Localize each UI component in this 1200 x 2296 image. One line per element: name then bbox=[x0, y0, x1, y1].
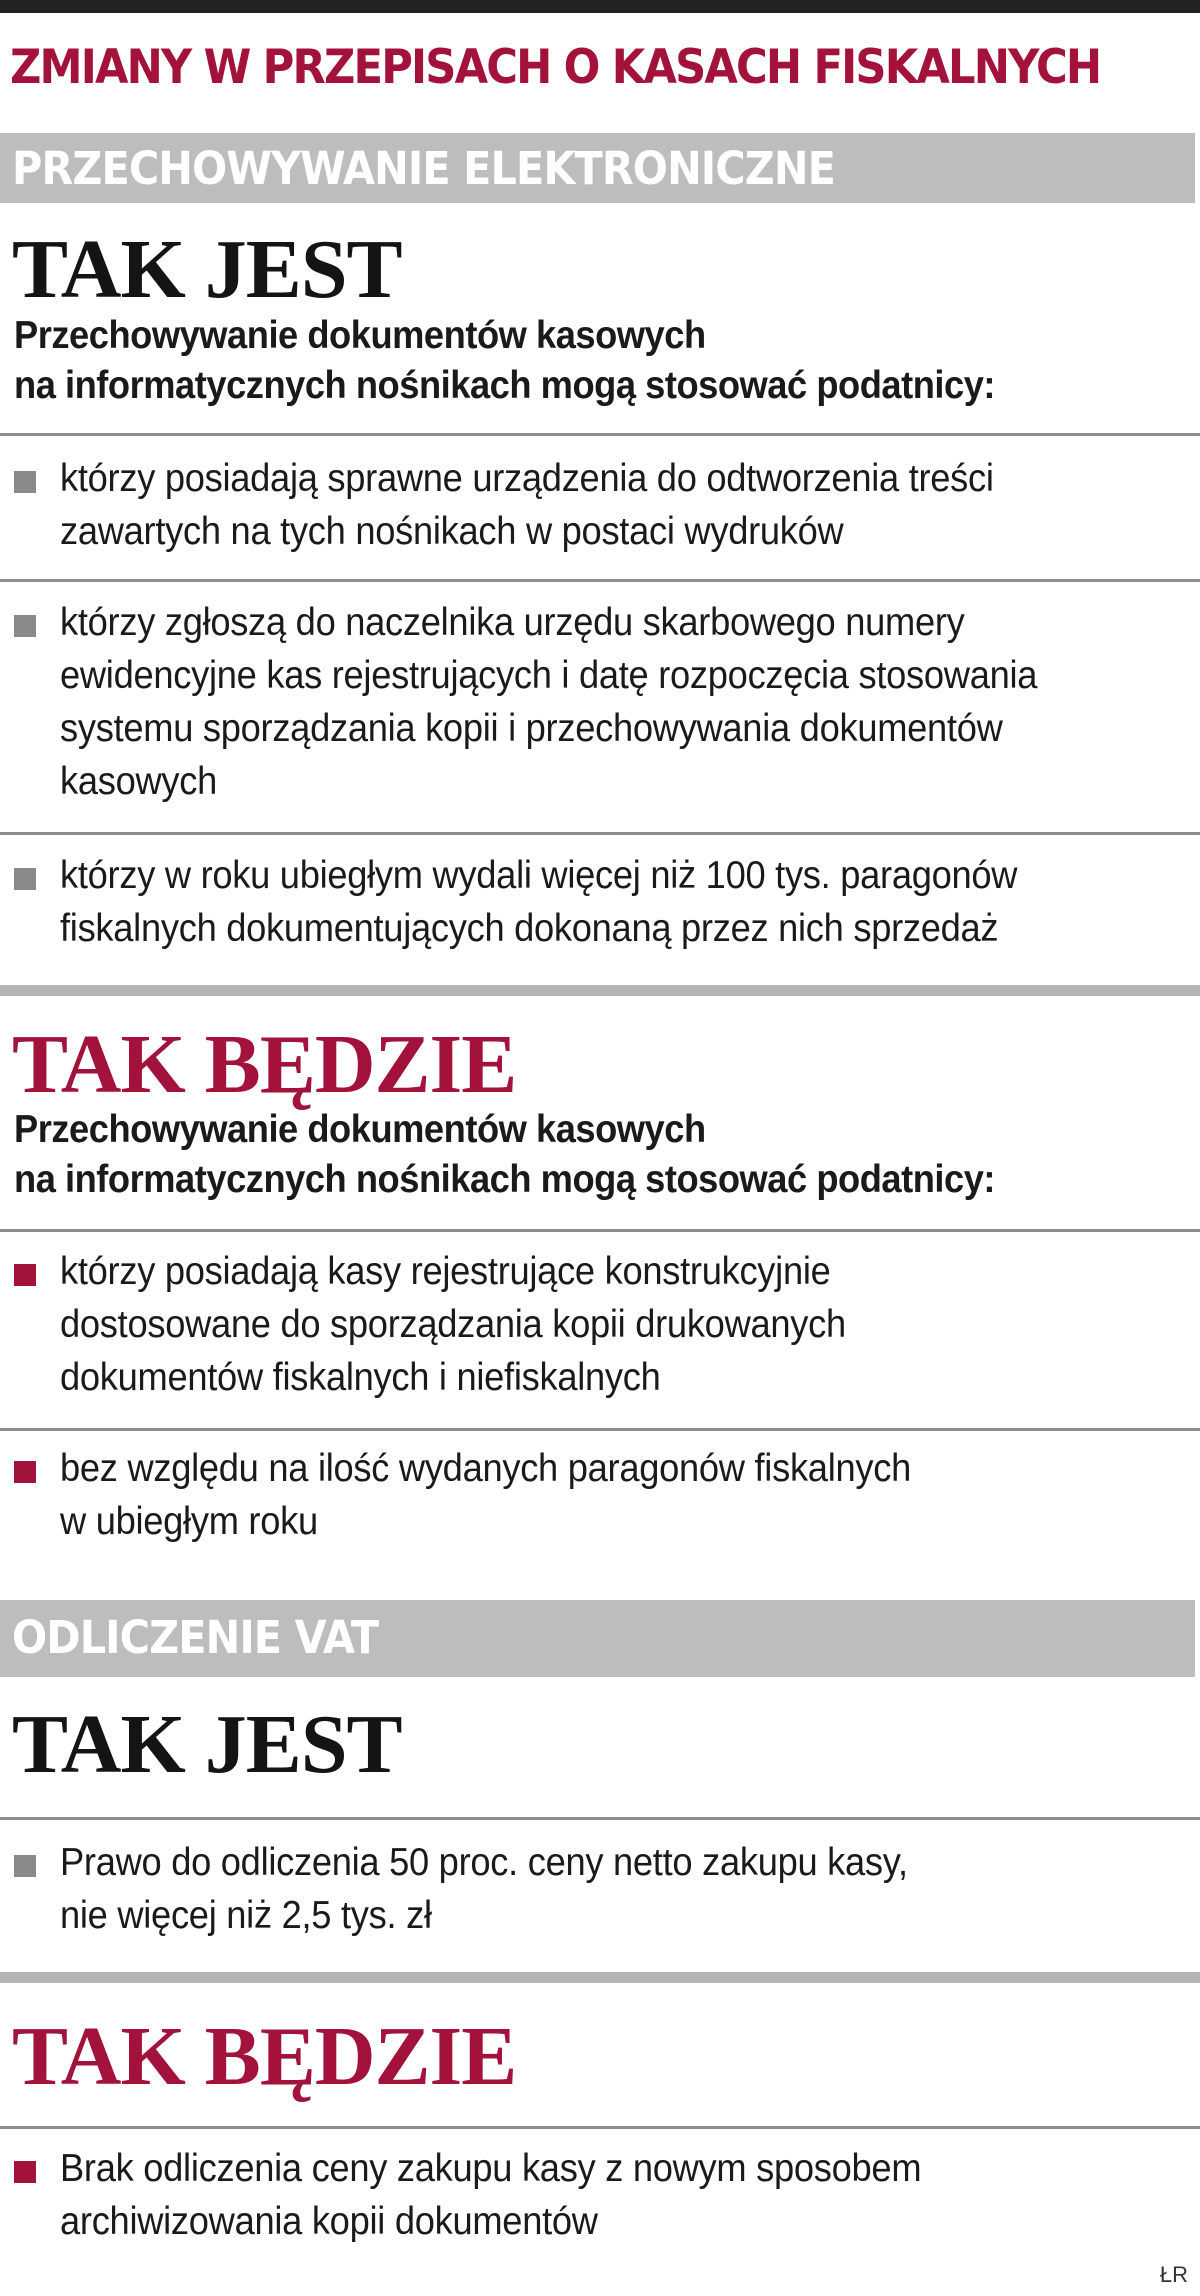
divider bbox=[0, 2126, 1200, 2129]
item-line: kasowych bbox=[60, 760, 218, 803]
intro-line: na informatycznych nośnikach mogą stosować podatnicy: bbox=[14, 364, 996, 407]
section-separator bbox=[0, 985, 1200, 996]
heading-tak-bedzie-1: TAK BĘDZIE bbox=[12, 1018, 517, 1111]
intro-line: na informatycznych nośnikach mogą stosować podatnicy: bbox=[14, 1158, 996, 1201]
item-line: Prawo do odliczenia 50 proc. ceny netto zakupu kasy, bbox=[60, 1841, 908, 1884]
bullet-square-icon bbox=[14, 868, 36, 890]
item-line: którzy posiadają sprawne urządzenia do odtworzenia treści bbox=[60, 457, 994, 500]
heading-tak-jest-1: TAK JEST bbox=[12, 223, 402, 316]
divider bbox=[0, 1817, 1200, 1820]
section-separator bbox=[0, 1972, 1200, 1983]
bullet-square-icon bbox=[14, 1461, 36, 1483]
divider bbox=[0, 832, 1200, 835]
bullet-square-icon bbox=[14, 471, 36, 493]
intro-line: Przechowywanie dokumentów kasowych bbox=[14, 1108, 706, 1151]
item-line: archiwizowania kopii dokumentów bbox=[60, 2200, 598, 2243]
divider bbox=[0, 1229, 1200, 1232]
bullet-square-icon bbox=[14, 1264, 36, 1286]
section-bar-vat bbox=[0, 1600, 1195, 1677]
item-line: Brak odliczenia ceny zakupu kasy z nowym sposobem bbox=[60, 2147, 922, 2190]
item-line: nie więcej niż 2,5 tys. zł bbox=[60, 1894, 432, 1937]
bullet-square-icon bbox=[14, 2161, 36, 2183]
intro-line: Przechowywanie dokumentów kasowych bbox=[14, 314, 706, 357]
item-line: dostosowane do sporządzania kopii drukowanych bbox=[60, 1303, 846, 1346]
bullet-square-icon bbox=[14, 1855, 36, 1877]
item-line: którzy zgłoszą do naczelnika urzędu skarbowego numery bbox=[60, 601, 965, 644]
divider bbox=[0, 579, 1200, 582]
section-bar-storage bbox=[0, 133, 1195, 203]
infographic-title: ZMIANY W PRZEPISACH O KASACH FISKALNYCH bbox=[10, 40, 1101, 95]
intro-future-1 bbox=[14, 1105, 1069, 1205]
heading-tak-bedzie-2: TAK BĘDZIE bbox=[12, 2010, 517, 2103]
bullet-square-icon bbox=[14, 615, 36, 637]
author-credit: ŁR bbox=[1159, 2262, 1188, 2287]
item-line: którzy posiadają kasy rejestrujące konstrukcyjnie bbox=[60, 1250, 831, 1293]
divider bbox=[0, 1428, 1200, 1431]
section-bar-label: ODLICZENIE VAT bbox=[12, 1611, 379, 1664]
item-line: fiskalnych dokumentujących dokonaną przez nich sprzedaż bbox=[60, 907, 999, 950]
item-line: zawartych na tych nośnikach w postaci wydruków bbox=[60, 510, 844, 553]
intro-current-1 bbox=[14, 311, 1069, 411]
item-line: dokumentów fiskalnych i niefiskalnych bbox=[60, 1356, 661, 1399]
top-border bbox=[0, 0, 1200, 13]
item-line: w ubiegłym roku bbox=[60, 1500, 318, 1543]
heading-tak-jest-2: TAK JEST bbox=[12, 1698, 402, 1791]
item-line: systemu sporządzania kopii i przechowywania dokumentów bbox=[60, 707, 1003, 750]
item-line: bez względu na ilość wydanych paragonów fiskalnych bbox=[60, 1447, 911, 1490]
item-line: ewidencyjne kas rejestrujących i datę rozpoczęcia stosowania bbox=[60, 654, 1038, 697]
item-line: którzy w roku ubiegłym wydali więcej niż 100 tys. paragonów bbox=[60, 854, 1018, 897]
divider bbox=[0, 433, 1200, 436]
section-bar-label: PRZECHOWYWANIE ELEKTRONICZNE bbox=[12, 142, 835, 195]
